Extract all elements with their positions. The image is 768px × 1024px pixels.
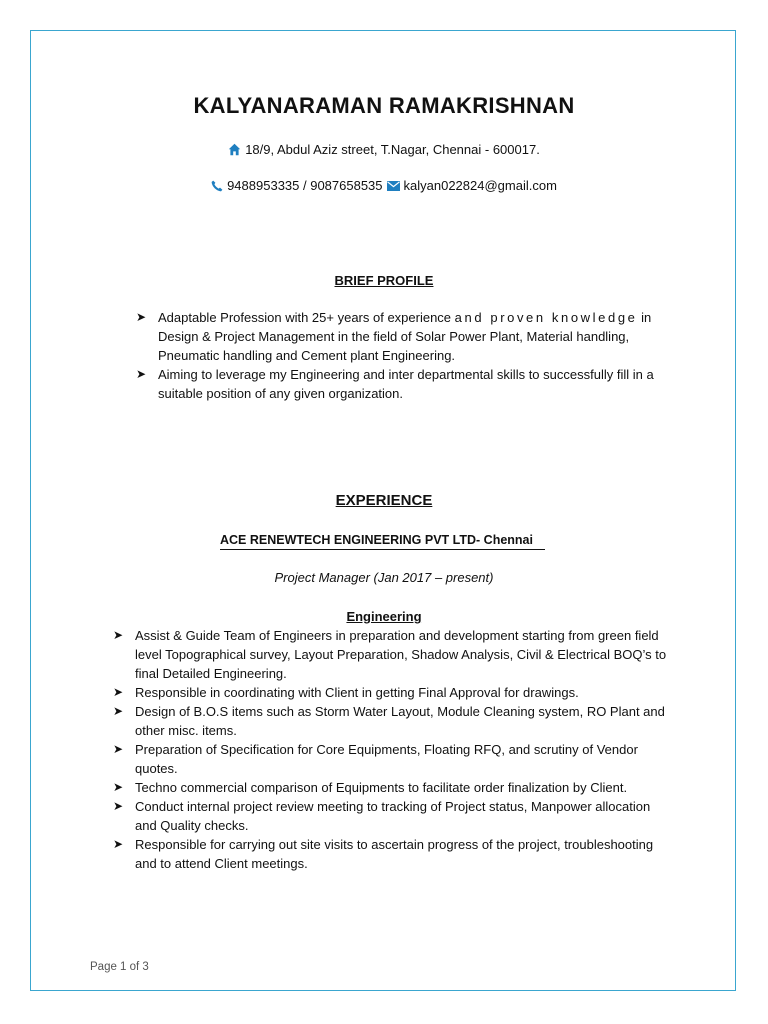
envelope-icon [387, 181, 400, 191]
brief-profile-list [136, 308, 676, 403]
list-item: ➤ Responsible in coordinating with Client in getting Final Approval for drawings. [113, 685, 579, 700]
list-item: ➤ Preparation of Specification for Core Equipments, Floating RFQ, and scrutiny of Vendor quotes. [113, 742, 638, 776]
arrow-bullet-icon: ➤ [113, 685, 124, 699]
job-role: Project Manager (Jan 2017 – present) [274, 570, 494, 585]
list-item: ➤ Adaptable Profession with 25+ years of experience and proven knowledge in Design & Project Management in the field of Solar Power Plant, Material handling, Pneumatic handling and Cement plant Engineering. [136, 310, 652, 363]
arrow-bullet-icon: ➤ [113, 742, 124, 756]
list-item: ➤ Conduct internal project review meeting to tracking of Project status, Manpower allocation and Quality checks. [113, 799, 651, 833]
email-link[interactable]: kalyan022824@gmail.com [403, 178, 557, 193]
arrow-bullet-icon: ➤ [136, 367, 147, 381]
home-icon [228, 143, 241, 156]
experience-heading: EXPERIENCE [335, 492, 433, 509]
page-number: Page 1 of 3 [90, 961, 149, 973]
list-item: ➤ Design of B.O.S items such as Storm Water Layout, Module Cleaning system, RO Plant and other misc. items. [113, 704, 665, 738]
phone-icon [211, 180, 223, 192]
company-name: ACE RENEWTECH ENGINEERING PVT LTD- Chennai [220, 533, 545, 550]
list-item: ➤ Aiming to leverage my Engineering and inter departmental skills to successfully fill in a suitable position of any given organization. [136, 367, 654, 401]
list-item: ➤ Assist & Guide Team of Engineers in preparation and development starting from green field level Topographical survey, Layout Preparation, Shadow Analysis, Civil & Electrical BOQ’s to final Detailed Engineering. [113, 628, 667, 681]
arrow-bullet-icon: ➤ [136, 310, 147, 324]
address-text: 18/9, Abdul Aziz street, T.Nagar, Chennai - 600017. [245, 142, 540, 157]
list-item: ➤ Techno commercial comparison of Equipments to facilitate order finalization by Client. [113, 780, 628, 795]
candidate-name: KALYANARAMAN RAMAKRISHNAN [193, 93, 575, 118]
contact-line [0, 178, 768, 193]
engineering-subheading: Engineering [346, 609, 422, 624]
arrow-bullet-icon: ➤ [113, 704, 124, 718]
phone-text: 9488953335 / 9087658535 [227, 178, 383, 193]
engineering-list [113, 626, 673, 873]
arrow-bullet-icon: ➤ [113, 780, 124, 794]
list-item: ➤ Responsible for carrying out site visits to ascertain progress of the project, troubleshooting and to attend Client meetings. [113, 837, 654, 871]
address-line [0, 142, 768, 157]
arrow-bullet-icon: ➤ [113, 799, 124, 813]
arrow-bullet-icon: ➤ [113, 628, 124, 642]
brief-profile-heading: BRIEF PROFILE [334, 273, 434, 288]
arrow-bullet-icon: ➤ [113, 837, 124, 851]
